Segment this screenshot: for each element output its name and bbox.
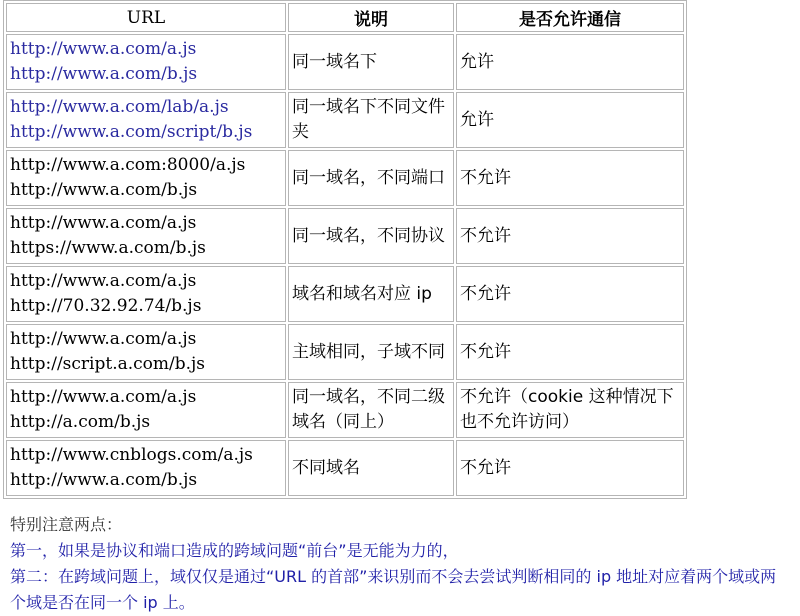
table-row [6, 266, 684, 322]
allowed-cell: 不允许 [456, 324, 684, 380]
url-text: http://www.cnblogs.com/a.js [10, 445, 253, 465]
description-cell: 同一域名下 [288, 34, 454, 90]
url-text: http://www.a.com/a.js [10, 329, 197, 349]
description-cell: 同一域名下不同文件夹 [288, 92, 454, 148]
url-link[interactable]: http://www.a.com/lab/a.js [10, 97, 229, 117]
url-cell [6, 150, 286, 206]
table-row [6, 324, 684, 380]
allowed-cell: 不允许 [456, 208, 684, 264]
url-text: http://70.32.92.74/b.js [10, 296, 202, 316]
description-cell: 域名和域名对应 ip [288, 266, 454, 322]
header-description: 说明 [288, 3, 454, 32]
note-second: 第二：在跨域问题上，域仅仅是通过“URL 的首部”来识别而不会去尝试判断相同的 ip 地址对应着两个域或两个域是否在同一个 ip 上。 [10, 567, 777, 612]
url-text: http://www.a.com/a.js [10, 271, 197, 291]
url-text: http://www.a.com:8000/a.js [10, 155, 246, 175]
notes-section [10, 512, 790, 616]
url-link[interactable]: http://www.a.com/a.js [10, 39, 197, 59]
description-cell: 同一域名，不同协议 [288, 208, 454, 264]
url-cell [6, 440, 286, 496]
url-text: http://www.a.com/b.js [10, 470, 198, 490]
table-row [6, 382, 684, 438]
url-cell [6, 324, 286, 380]
cross-origin-table [3, 0, 687, 499]
url-text: http://a.com/b.js [10, 412, 151, 432]
notes-title: 特别注意两点： [10, 515, 123, 534]
allowed-cell: 不允许 [456, 440, 684, 496]
description-cell: 不同域名 [288, 440, 454, 496]
url-text: http://www.a.com/a.js [10, 213, 197, 233]
url-cell [6, 92, 286, 148]
header-url: URL [6, 3, 286, 32]
url-cell [6, 266, 286, 322]
url-text: http://script.a.com/b.js [10, 354, 206, 374]
allowed-cell: 不允许 [456, 150, 684, 206]
note-first: 第一，如果是协议和端口造成的跨域问题“前台”是无能为力的， [10, 541, 459, 560]
table-row [6, 150, 684, 206]
table-row [6, 440, 684, 496]
table-row [6, 208, 684, 264]
description-cell: 同一域名，不同二级域名（同上） [288, 382, 454, 438]
description-cell: 主域相同，子域不同 [288, 324, 454, 380]
url-link[interactable]: http://www.a.com/b.js [10, 64, 198, 84]
url-text: http://www.a.com/b.js [10, 180, 198, 200]
allowed-cell: 不允许（cookie 这种情况下也不允许访问） [456, 382, 684, 438]
url-link[interactable]: http://www.a.com/script/b.js [10, 122, 253, 142]
table-row [6, 92, 684, 148]
url-cell [6, 34, 286, 90]
allowed-cell: 不允许 [456, 266, 684, 322]
url-cell [6, 382, 286, 438]
table-header-row [6, 3, 684, 32]
allowed-cell: 允许 [456, 92, 684, 148]
url-cell [6, 208, 286, 264]
url-text: https://www.a.com/b.js [10, 238, 206, 258]
allowed-cell: 允许 [456, 34, 684, 90]
description-cell: 同一域名，不同端口 [288, 150, 454, 206]
url-text: http://www.a.com/a.js [10, 387, 197, 407]
table-row [6, 34, 684, 90]
header-allowed: 是否允许通信 [456, 3, 684, 32]
